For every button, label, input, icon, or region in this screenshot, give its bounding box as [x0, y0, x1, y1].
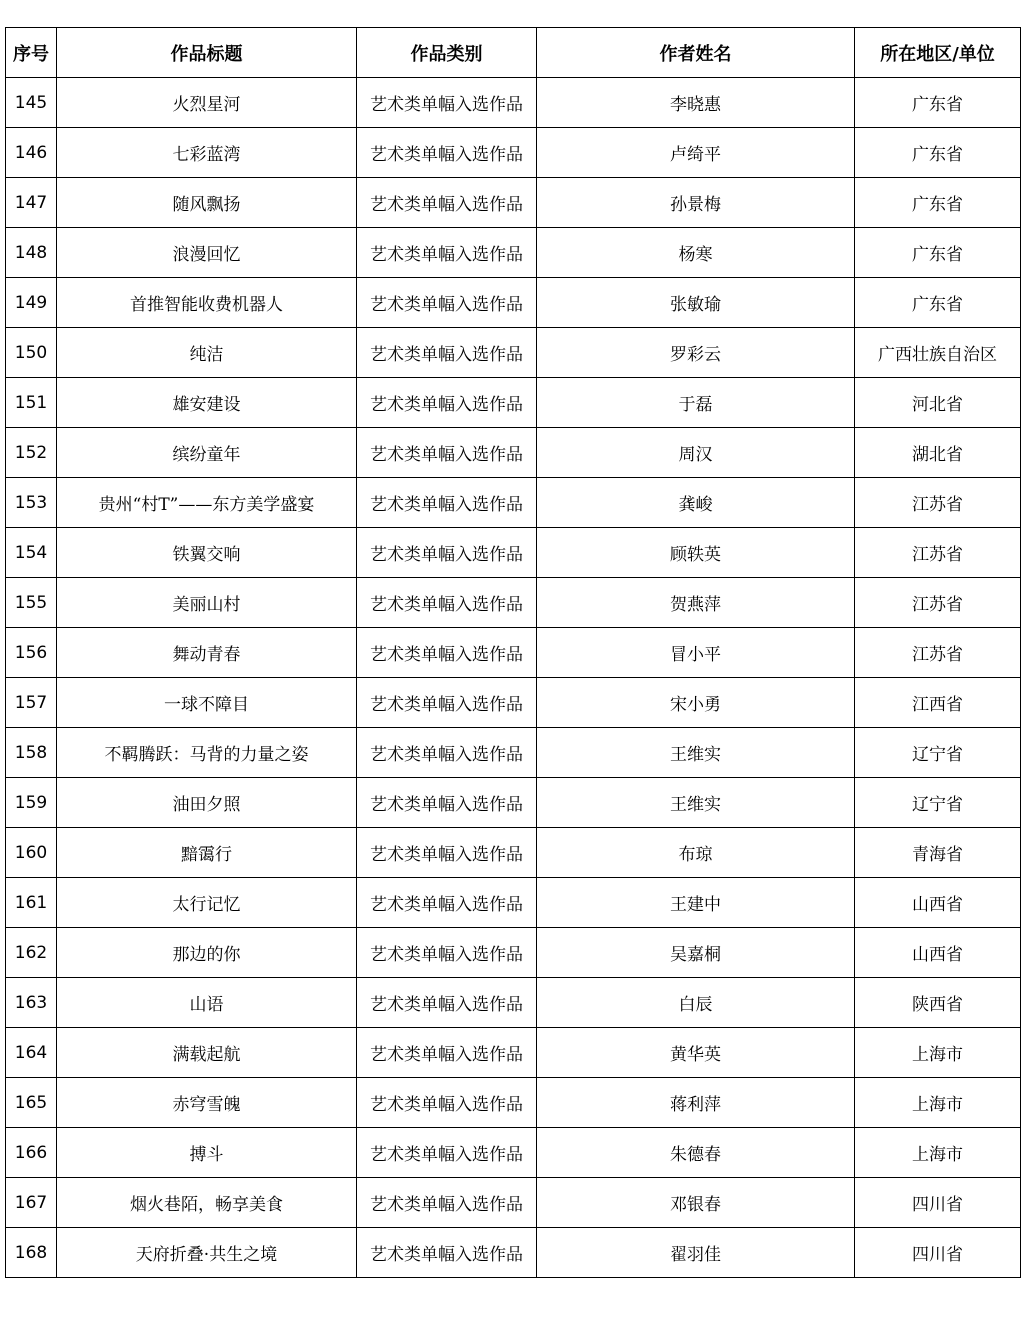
cell-region: 青海省 — [855, 828, 1021, 878]
cell-region: 四川省 — [855, 1178, 1021, 1228]
cell-category: 艺术类单幅入选作品 — [357, 928, 537, 978]
cell-region: 河北省 — [855, 378, 1021, 428]
cell-category: 艺术类单幅入选作品 — [357, 1228, 537, 1278]
cell-region: 上海市 — [855, 1078, 1021, 1128]
cell-no: 165 — [6, 1078, 57, 1128]
cell-category: 艺术类单幅入选作品 — [357, 878, 537, 928]
table-row — [6, 1078, 1021, 1128]
cell-category: 艺术类单幅入选作品 — [357, 1028, 537, 1078]
cell-author: 顾轶英 — [537, 528, 855, 578]
cell-title: 浪漫回忆 — [57, 228, 357, 278]
cell-title: 铁翼交响 — [57, 528, 357, 578]
table-row — [6, 578, 1021, 628]
cell-no: 167 — [6, 1178, 57, 1228]
cell-author: 张敏瑜 — [537, 278, 855, 328]
cell-author: 周汉 — [537, 428, 855, 478]
header-title: 作品标题 — [57, 28, 357, 78]
cell-author: 宋小勇 — [537, 678, 855, 728]
cell-region: 四川省 — [855, 1228, 1021, 1278]
cell-title: 太行记忆 — [57, 878, 357, 928]
header-author: 作者姓名 — [537, 28, 855, 78]
cell-author: 杨寒 — [537, 228, 855, 278]
table-row — [6, 628, 1021, 678]
cell-author: 吴嘉桐 — [537, 928, 855, 978]
cell-category: 艺术类单幅入选作品 — [357, 678, 537, 728]
cell-no: 151 — [6, 378, 57, 428]
cell-category: 艺术类单幅入选作品 — [357, 1078, 537, 1128]
cell-author: 于磊 — [537, 378, 855, 428]
table-row — [6, 428, 1021, 478]
cell-title: 搏斗 — [57, 1128, 357, 1178]
cell-category: 艺术类单幅入选作品 — [357, 378, 537, 428]
cell-title: 美丽山村 — [57, 578, 357, 628]
cell-title: 随风飘扬 — [57, 178, 357, 228]
cell-region: 陕西省 — [855, 978, 1021, 1028]
cell-author: 布琼 — [537, 828, 855, 878]
cell-category: 艺术类单幅入选作品 — [357, 828, 537, 878]
table-row — [6, 828, 1021, 878]
cell-category: 艺术类单幅入选作品 — [357, 278, 537, 328]
table-row — [6, 228, 1021, 278]
cell-no: 159 — [6, 778, 57, 828]
cell-title: 油田夕照 — [57, 778, 357, 828]
table-row — [6, 678, 1021, 728]
cell-author: 贺燕萍 — [537, 578, 855, 628]
table-row — [6, 928, 1021, 978]
cell-region: 湖北省 — [855, 428, 1021, 478]
cell-category: 艺术类单幅入选作品 — [357, 128, 537, 178]
table-row — [6, 328, 1021, 378]
cell-region: 广东省 — [855, 128, 1021, 178]
cell-no: 154 — [6, 528, 57, 578]
table-row — [6, 78, 1021, 128]
table-row — [6, 478, 1021, 528]
cell-no: 161 — [6, 878, 57, 928]
table-row — [6, 878, 1021, 928]
cell-region: 广东省 — [855, 178, 1021, 228]
cell-category: 艺术类单幅入选作品 — [357, 528, 537, 578]
cell-author: 蒋利萍 — [537, 1078, 855, 1128]
cell-category: 艺术类单幅入选作品 — [357, 1128, 537, 1178]
cell-no: 162 — [6, 928, 57, 978]
cell-region: 江西省 — [855, 678, 1021, 728]
cell-title: 火烈星河 — [57, 78, 357, 128]
cell-category: 艺术类单幅入选作品 — [357, 1178, 537, 1228]
cell-no: 156 — [6, 628, 57, 678]
cell-category: 艺术类单幅入选作品 — [357, 428, 537, 478]
cell-title: 首推智能收费机器人 — [57, 278, 357, 328]
cell-author: 王建中 — [537, 878, 855, 928]
cell-no: 146 — [6, 128, 57, 178]
table-row — [6, 128, 1021, 178]
table-row — [6, 1128, 1021, 1178]
cell-no: 152 — [6, 428, 57, 478]
cell-title: 舞动青春 — [57, 628, 357, 678]
cell-no: 158 — [6, 728, 57, 778]
table-row — [6, 278, 1021, 328]
cell-author: 白辰 — [537, 978, 855, 1028]
cell-region: 广东省 — [855, 278, 1021, 328]
cell-title: 黯霭行 — [57, 828, 357, 878]
cell-region: 江苏省 — [855, 478, 1021, 528]
cell-category: 艺术类单幅入选作品 — [357, 628, 537, 678]
cell-no: 160 — [6, 828, 57, 878]
cell-category: 艺术类单幅入选作品 — [357, 478, 537, 528]
cell-title: 那边的你 — [57, 928, 357, 978]
cell-title: 纯洁 — [57, 328, 357, 378]
cell-no: 166 — [6, 1128, 57, 1178]
cell-region: 广东省 — [855, 228, 1021, 278]
award-table — [5, 27, 1021, 1278]
cell-region: 广西壮族自治区 — [855, 328, 1021, 378]
cell-title: 天府折叠·共生之境 — [57, 1228, 357, 1278]
cell-author: 黄华英 — [537, 1028, 855, 1078]
cell-author: 孙景梅 — [537, 178, 855, 228]
cell-category: 艺术类单幅入选作品 — [357, 178, 537, 228]
cell-title: 满载起航 — [57, 1028, 357, 1078]
cell-author: 邓银春 — [537, 1178, 855, 1228]
cell-title: 缤纷童年 — [57, 428, 357, 478]
cell-title: 一球不障目 — [57, 678, 357, 728]
cell-category: 艺术类单幅入选作品 — [357, 978, 537, 1028]
cell-region: 江苏省 — [855, 578, 1021, 628]
cell-author: 王维实 — [537, 728, 855, 778]
cell-no: 153 — [6, 478, 57, 528]
header-category: 作品类别 — [357, 28, 537, 78]
cell-no: 163 — [6, 978, 57, 1028]
cell-region: 上海市 — [855, 1028, 1021, 1078]
cell-title: 山语 — [57, 978, 357, 1028]
cell-category: 艺术类单幅入选作品 — [357, 778, 537, 828]
cell-category: 艺术类单幅入选作品 — [357, 78, 537, 128]
table-row — [6, 728, 1021, 778]
cell-title: 雄安建设 — [57, 378, 357, 428]
cell-no: 145 — [6, 78, 57, 128]
cell-title: 烟火巷陌，畅享美食 — [57, 1178, 357, 1228]
cell-author: 罗彩云 — [537, 328, 855, 378]
cell-no: 157 — [6, 678, 57, 728]
cell-category: 艺术类单幅入选作品 — [357, 728, 537, 778]
table-row — [6, 778, 1021, 828]
cell-no: 155 — [6, 578, 57, 628]
cell-no: 148 — [6, 228, 57, 278]
cell-author: 王维实 — [537, 778, 855, 828]
cell-no: 168 — [6, 1228, 57, 1278]
cell-no: 147 — [6, 178, 57, 228]
table-body — [6, 78, 1021, 1278]
cell-title: 赤穹雪魄 — [57, 1078, 357, 1128]
cell-region: 山西省 — [855, 928, 1021, 978]
cell-no: 149 — [6, 278, 57, 328]
table-row — [6, 1178, 1021, 1228]
table-row — [6, 528, 1021, 578]
header-no: 序号 — [6, 28, 57, 78]
cell-category: 艺术类单幅入选作品 — [357, 578, 537, 628]
table-row — [6, 1228, 1021, 1278]
cell-author: 冒小平 — [537, 628, 855, 678]
table-row — [6, 378, 1021, 428]
cell-region: 上海市 — [855, 1128, 1021, 1178]
cell-region: 辽宁省 — [855, 728, 1021, 778]
cell-title: 七彩蓝湾 — [57, 128, 357, 178]
cell-title: 贵州“村T”——东方美学盛宴 — [57, 478, 357, 528]
cell-region: 广东省 — [855, 78, 1021, 128]
cell-region: 山西省 — [855, 878, 1021, 928]
cell-author: 李晓惠 — [537, 78, 855, 128]
header-row — [6, 28, 1021, 78]
cell-title: 不羁腾跃：马背的力量之姿 — [57, 728, 357, 778]
cell-category: 艺术类单幅入选作品 — [357, 328, 537, 378]
cell-author: 卢绮平 — [537, 128, 855, 178]
header-region: 所在地区/单位 — [855, 28, 1021, 78]
cell-author: 龚峻 — [537, 478, 855, 528]
cell-region: 江苏省 — [855, 528, 1021, 578]
table-header — [6, 28, 1021, 78]
table-row — [6, 978, 1021, 1028]
cell-no: 150 — [6, 328, 57, 378]
cell-category: 艺术类单幅入选作品 — [357, 228, 537, 278]
cell-region: 辽宁省 — [855, 778, 1021, 828]
cell-no: 164 — [6, 1028, 57, 1078]
table-row — [6, 178, 1021, 228]
table-row — [6, 1028, 1021, 1078]
cell-region: 江苏省 — [855, 628, 1021, 678]
cell-author: 翟羽佳 — [537, 1228, 855, 1278]
cell-author: 朱德春 — [537, 1128, 855, 1178]
